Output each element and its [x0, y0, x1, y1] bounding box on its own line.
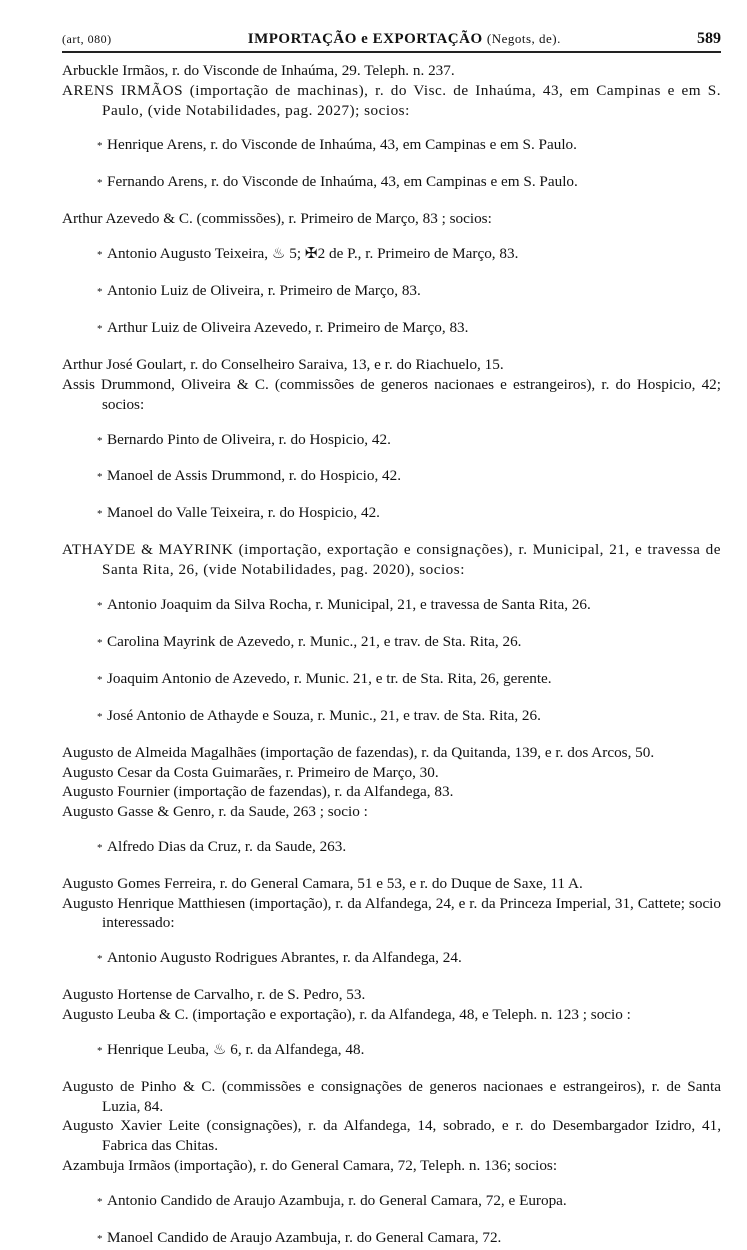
- asterisk-mark: *: [97, 140, 103, 153]
- entry-text: Manoel do Valle Teixeira, r. do Hospicio, 42.: [107, 504, 380, 522]
- entry: [62, 894, 721, 934]
- asterisk-mark: *: [97, 177, 103, 190]
- asterisk-mark: *: [97, 673, 103, 686]
- entry: [62, 375, 721, 415]
- entry-text: Manoel de Assis Drummond, r. do Hospicio, 42.: [107, 467, 402, 485]
- entry: [62, 81, 721, 121]
- entry-text: Arbuckle Irmãos, r. do Visconde de Inhaúma, 29. Teleph. n. 237.: [62, 62, 455, 79]
- partner-entry: [62, 430, 721, 452]
- header-title-group: [248, 30, 561, 48]
- entry-text: Augusto Fournier (importação de fazendas), r. da Alfandega, 83.: [62, 783, 454, 801]
- entry-text: Arthur José Goulart, r. do Conselheiro Saraiva, 13, e r. do Riachuelo, 15.: [62, 356, 504, 374]
- asterisk-mark: *: [97, 471, 103, 484]
- asterisk-mark: *: [97, 286, 103, 299]
- entry-text: Carolina Mayrink de Azevedo, r. Munic., 21, e trav. de Sta. Rita, 26.: [107, 632, 522, 650]
- entry-text: Azambuja Irmãos (importação), r. do General Camara, 72, Teleph. n. 136; socios:: [62, 1156, 558, 1174]
- entry-text: Augusto Gomes Ferreira, r. do General Camara, 51 e 53, e r. do Duque de Saxe, 11 A.: [62, 874, 583, 892]
- asterisk-mark: *: [97, 953, 103, 966]
- running-header: [62, 30, 721, 53]
- entry: [62, 1156, 721, 1176]
- partner-entry: [62, 135, 721, 157]
- partner-entry: [62, 1040, 721, 1062]
- partner-entry: [62, 706, 721, 728]
- entry-text: Alfredo Dias da Cruz, r. da Saude, 263.: [107, 837, 347, 855]
- asterisk-mark: *: [97, 600, 103, 612]
- asterisk-mark: *: [97, 1044, 103, 1057]
- entry-text: Antonio Luiz de Oliveira, r. Primeiro de Março, 83.: [107, 282, 421, 300]
- partner-entry: [62, 632, 721, 654]
- partner-entry: [62, 466, 721, 488]
- entry: [62, 1077, 721, 1117]
- entry-text: Henrique Arens, r. do Visconde de Inhaúma, 43, em Campinas e em S. Paulo.: [107, 136, 577, 154]
- asterisk-mark: *: [97, 249, 103, 262]
- asterisk-mark: *: [97, 434, 103, 447]
- entry: [62, 802, 721, 822]
- entry-text: Bernardo Pinto de Oliveira, r. do Hospicio, 42.: [107, 430, 391, 448]
- header-title: IMPORTAÇÃO e EXPORTAÇÃO: [247, 31, 483, 47]
- entry: [62, 209, 721, 229]
- partner-entry: [62, 244, 721, 266]
- entry: [62, 763, 721, 783]
- entry-text: Antonio Augusto Teixeira, ♨ 5; ✠2 de P., r. Primeiro de Março, 83.: [107, 245, 519, 263]
- asterisk-mark: *: [97, 636, 103, 649]
- entry-list: [62, 61, 721, 1250]
- entry: [62, 540, 721, 580]
- asterisk-mark: *: [97, 841, 103, 854]
- entry-text: Fernando Arens, r. do Visconde de Inhaúma, 43, em Campinas e em S. Paulo.: [107, 173, 578, 191]
- partner-entry: [62, 318, 721, 340]
- asterisk-mark: *: [97, 1195, 103, 1208]
- entry: [62, 1116, 721, 1156]
- entry-text: Augusto Hortense de Carvalho, r. de S. Pedro, 53.: [62, 986, 366, 1004]
- asterisk-mark: *: [97, 508, 103, 521]
- partner-entry: [62, 1228, 721, 1250]
- asterisk-mark: *: [97, 1232, 103, 1245]
- entry: [62, 355, 721, 375]
- entry-text: Augusto de Pinho & C. (commissões e consignações de generos nacionaes e estrangeiros), r. de Santa Luzia, 84.: [62, 1077, 721, 1115]
- entry-text: Augusto Henrique Matthiesen (importação), r. da Alfandega, 24, e r. da Princeza Imperial, 31, Cattete; socio interessado:: [62, 894, 721, 932]
- partner-entry: [62, 1191, 721, 1213]
- header-left-ref: (art, 080): [62, 32, 112, 46]
- entry-text: Henrique Leuba, ♨ 6, r. da Alfandega, 48.: [107, 1040, 365, 1058]
- header-subtitle: (Negots, de).: [486, 31, 561, 46]
- entry: [62, 782, 721, 802]
- entry-text: Augusto Gasse & Genro, r. da Saude, 263 ; socio :: [62, 803, 368, 820]
- entry-text: Augusto Cesar da Costa Guimarães, r. Primeiro de Março, 30.: [62, 763, 439, 781]
- partner-entry: [62, 172, 721, 194]
- entry-text: Antonio Augusto Rodrigues Abrantes, r. da Alfandega, 24.: [107, 949, 462, 967]
- entry-text: Arthur Luiz de Oliveira Azevedo, r. Primeiro de Março, 83.: [107, 319, 469, 337]
- entry-text: ARENS IRMÃOS (importação de machinas), r. do Visc. de Inhaúma, 43, em Campinas e em S. Paulo, (vide Notabilidades, pag. 2027); socios:: [62, 81, 721, 119]
- entry-text: Augusto de Almeida Magalhães (importação de fazendas), r. da Quitanda, 139, e r. dos Arcos, 50.: [62, 743, 655, 761]
- entry-text: Antonio Joaquim da Silva Rocha, r. Municipal, 21, e travessa de Santa Rita, 26.: [107, 596, 591, 613]
- page-number: 589: [696, 30, 721, 47]
- entry-text: Assis Drummond, Oliveira & C. (commissões de generos nacionaes e estrangeiros), r. do Hospicio, 42; socios:: [62, 375, 721, 413]
- entry: [62, 1005, 721, 1025]
- partner-entry: [62, 837, 721, 859]
- entry: [62, 985, 721, 1005]
- entry: [62, 61, 721, 81]
- entry-text: Joaquim Antonio de Azevedo, r. Munic. 21, e tr. de Sta. Rita, 26, gerente.: [107, 669, 552, 687]
- partner-entry: [62, 503, 721, 525]
- entry-text: Manoel Candido de Araujo Azambuja, r. do General Camara, 72.: [107, 1228, 502, 1246]
- entry-text: Augusto Xavier Leite (consignações), r. da Alfandega, 14, sobrado, e r. do Desembargador Izidro, 41, Fabrica das Chitas.: [62, 1117, 721, 1155]
- partner-entry: [62, 281, 721, 303]
- entry-text: Augusto Leuba & C. (importação e exportação), r. da Alfandega, 48, e Teleph. n. 123 ; socio :: [62, 1006, 631, 1023]
- partner-entry: [62, 669, 721, 691]
- entry-text: ATHAYDE & MAYRINK (importação, exportação e consignações), r. Municipal, 21, e travessa de Santa Rita, 26, (vide Notabilidades, pag. 2020), socios:: [62, 541, 721, 579]
- asterisk-mark: *: [97, 710, 103, 723]
- entry-text: Arthur Azevedo & C. (commissões), r. Primeiro de Março, 83 ; socios:: [62, 210, 492, 228]
- entry: [62, 874, 721, 894]
- entry-text: José Antonio de Athayde e Souza, r. Munic., 21, e trav. de Sta. Rita, 26.: [107, 706, 541, 724]
- partner-entry: [62, 948, 721, 970]
- entry: [62, 743, 721, 763]
- partner-entry: [62, 595, 721, 617]
- asterisk-mark: *: [97, 323, 103, 336]
- entry-text: Antonio Candido de Araujo Azambuja, r. do General Camara, 72, e Europa.: [107, 1191, 567, 1209]
